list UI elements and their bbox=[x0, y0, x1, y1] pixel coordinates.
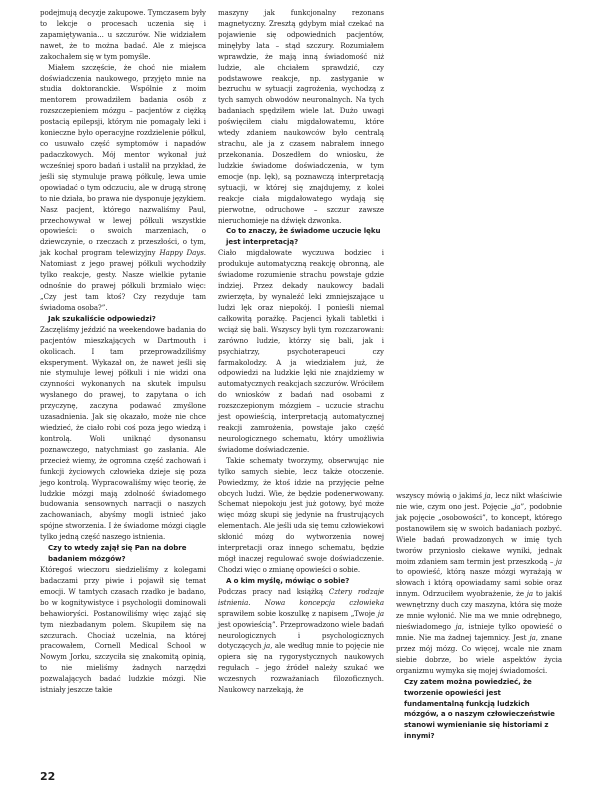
italic-term: ja bbox=[529, 632, 536, 642]
interview-question: Co to znaczy, że świadome uczucie lęku jest interpretacją? bbox=[226, 226, 381, 247]
paragraph: Ciało migdałowate wyczuwa bodziec i produkuje automatyczną reakcję obronną, ale świadome rozumienie strachu powstaje gdzie indziej. Przez dekady naukowcy badali zwierzęta, by wynaleźć leki zmniejszające u ludzi lęk oraz niepokój. I ponieśli niemal całkowitą porażkę. Pacjenci łykali tabletki i wciąż się bali. Wszyscy byli tym rozczarowani: zarówno ludzie, którzy się bali, jak i psychiatrzy, psychoterapeuci czy farmakolodzy. A ja wiedziałem już, że odpowiedzi na ludzkie lęki nie znajdziemy w automatycznych reakcjach szczurów. Wróciłem do wniosków z badań nad osobami z rozszczepionym mózgiem – uczucie strachu jest opowieścią, interpretacją automatycznej reakcji zamrożenia, powstaje jako część neurologicznego schematu, który umożliwia świadome doświadczenie. bbox=[218, 248, 384, 454]
text-run: ”, podobnie jak pojęcie „osobowości”, to koncept, którego postanowiłem się w swoich badaniach pozbyć. Wiele badań prowadzonych w imię tych tworów przyniosło ciekawe wyniki, jednak moim zdaniem sam termin jest przeszkodą – bbox=[396, 501, 562, 566]
italic-term: ja bbox=[484, 491, 491, 500]
text-run: jest opowieścią”. Przeprowadzono wiele badań neurologicznych i psychologicznych dotyczących bbox=[218, 619, 384, 651]
italic-title: Happy Days bbox=[159, 248, 204, 258]
paragraph bbox=[396, 491, 562, 677]
paragraph: Zaczęliśmy jeździć na weekendowe badania do pacjentów mieszkających w Dartmouth i okolicach. I tam przeprowadziliśmy eksperyment. Wykazał on, że nawet jeśli się nie stymuluje lewej półkuli i nie widzi ona czynności wykonanych na skutek impulsu wysłanego do prawej, to zapytana o ich przyczynę, zaczyna podawać zmyślone uzasadnienia. Jak się okazało, może nie chce wiedzieć, że ciało robi coś poza jego wiedzą i kontrolą. Woli uniknąć dysonansu poznawczego, natychmiast go zasłania. Ale przecież wiemy, że ogromna część zachowań i funkcji życiowych człowieka dzieje się poza jego kontrolą. Wypracowaliśmy więc teorię, że ludzkie mózgi mają zdolność świadomego budowania sensownych narracji o naszych zachowaniach, abyśmy mogli istnieć jako spójne stworzenia. I że świadome mózgi ciągle tylko jedną część naszego istnienia. bbox=[40, 324, 206, 542]
text-run: to opowieść, którą nasze mózgi wyrażają w słowach i którą opowiadamy sami sobie oraz innym. Odrzuciłem wyobrażenie, że bbox=[396, 567, 562, 599]
text-run: Miałem szczęście, że choć nie miałem doświadczenia naukowego, przyjęto mnie na studia doktoranckie. Wspólnie z moim mentorem prowadziłem badania osób z rozszczepieniem mózgu – pacjentów z ciężką postacią epilepsji, którym nie pomagały leki i konieczne było operacyjne rozdzielenie półkul, co usuwało część symptomów i napadów padaczkowych. Mój mentor wykonał już wcześniej sporo badań i ustalił na przykład, że jeśli się stymuluje prawą półkulę, lewa umie opowiadać o tym odczuciu, ale w drugą stronę to nie działa, bo prawa nie dysponuje językiem. Nasz pacjent, którego nazwaliśmy Paul, przechowywał w lewej półkuli wszystkie opowieści: o swoich marzeniach, o dziewczynie, o rzeczach z przeszłości, o tym, jak kochał program telewizyjny bbox=[40, 62, 206, 258]
paragraph: Takie schematy tworzymy, obserwując nie tylko samych siebie, lecz także otoczenie. Powiedzmy, że ktoś idzie na przyjęcie pełne obcych ludzi. Wie, że będzie podenerwowany. Schemat niepokoju jest już gotowy, być może więc mózg skupi się jedynie na frustrujących elementach. Ale jeśli uda się temu człowiekowi skłonić mózg do wytworzenia nowej interpretacji oraz innego schematu, będzie mógł inaczej regulować swoje doświadczenie. Chodzi więc o zmianę opowieści o sobie. bbox=[218, 455, 384, 575]
text-run: , lecz nikt właściwie nie wie, czym ono jest. Pojęcie „ bbox=[396, 491, 562, 511]
text-column-right bbox=[396, 491, 562, 742]
text-run: , ale według mnie to pojęcie nie opiera się na rygorystycznych naukowych regułach – jego źródeł należy szukać we wczesnych rozważaniach filozoficznych. Naukowcy narzekają, że bbox=[218, 641, 384, 695]
italic-title: Cztery rodzaje istnienia. Nowa koncepcja człowieka bbox=[218, 586, 385, 607]
italic-term: ja bbox=[455, 622, 462, 632]
italic-term: ja bbox=[377, 608, 384, 618]
text-run: , istnieje tylko opowieść o mnie. Nie ma żadnej tajemnicy. Jest bbox=[396, 622, 563, 642]
text-run: sprawiłem sobie koszulkę z napisem „Twoje bbox=[218, 608, 378, 618]
paragraph bbox=[218, 587, 384, 696]
text-run: wszyscy mówią o jakimś bbox=[396, 491, 485, 500]
italic-term: ja bbox=[526, 589, 534, 599]
text-column-middle bbox=[218, 8, 384, 696]
text-run: to jakiś wewnętrzny duch czy maszyna, która się może ze mnie wyłonić. Nie ma we mnie odrębnego, nieświadomego bbox=[396, 589, 562, 632]
paragraph bbox=[40, 63, 206, 314]
text-run: . Natomiast z jego prawej półkuli wychodziły tylko reakcje, gesty. Nasze wielkie pytanie odnośnie do prawej półkuli brzmiało więc: „Czy jest tam ktoś? Czy rezyduje tam świadoma osoba?”. bbox=[40, 248, 206, 312]
paragraph: maszyny jak funkcjonalny rezonans magnetyczny. Zresztą gdybym miał czekać na pojawienie się odpowiednich pacjentów, minęłyby lata – stąd szczury. Rozumiałem wprawdzie, że mają inną świadomość niż ludzie, ale chciałem sprawdzić, czy podstawowe reakcje, np. zastyganie w bezruchu w sytuacji zagrożenia, wychodzą z tych samych obwodów neuronalnych. Na tych badaniach spędziłem wiele lat. Dużo uwagi poświęciłem ciału migdałowatemu, które wtedy zdaniem naukowców było centralą strachu, ale ja z czasem nabrałem innego przekonania. Doszedłem do wniosku, że ludzkie świadome doświadczenia, w tym emocje (np. lęk), są poznawczą interpretacją sytuacji, w której się znajdujemy, z kolei reakcje ciała migdałowatego wydają się pierwotne, odruchowe – szczur zawsze nieruchomieje na dźwięk dzwonka. bbox=[218, 8, 384, 225]
italic-term: ja bbox=[263, 641, 271, 651]
italic-term: ja bbox=[514, 501, 521, 511]
interview-question: Jak szukaliście odpowiedzi? bbox=[48, 313, 156, 323]
text-run: , znane przez mój mózg. Co więcej, wcale nie znam siebie dobrze, bo wiele aspektów życia organizmu wymyka się mojej świadomości. bbox=[396, 632, 562, 675]
text-run: Podczas pracy nad książką bbox=[218, 586, 329, 596]
paragraph: Któregoś wieczoru siedzieliśmy z kolegami badaczami przy piwie i pojawił się temat emocji. W tamtych czasach rzadko je badano, bo w kognitywistyce i psychologii dominowali behawioryści. Postanowiliśmy więc zająć się tym niezbadanym polem. Skupiłem się na szczurach. Chociaż uczelnia, na której pracowałem, Cornell Medical School w Nowym Jorku, szczyciła się znakomitą opinią, to nie mieliśmy żadnych narzędzi pozwalających badać ludzkie mózgi. Nie istniały jeszcze takie bbox=[40, 565, 206, 695]
interview-question: Czy to wtedy zajął się Pan na dobre badaniem mózgów? bbox=[48, 543, 187, 564]
page-number: 22 bbox=[40, 770, 56, 783]
italic-term: ja bbox=[555, 556, 562, 566]
interview-question: Czy zatem można powiedzieć, że tworzenie opowieści jest fundamentalną funkcją ludzkich mózgów, a o naszym człowieczeństwie stanowi wymienianie się historiami z innymi? bbox=[404, 676, 555, 741]
interview-question: A o kim myślę, mówiąc o sobie? bbox=[226, 575, 350, 585]
text-column-left bbox=[40, 8, 206, 696]
paragraph: podejmują decyzje zakupowe. Tymczasem były to lekcje o procesach uczenia się i zapamiętywania... u szczurów. Nie widziałem nawet, że to można badać. Ale z miejsca zakochałem się w tym pomyśle. bbox=[40, 8, 206, 61]
